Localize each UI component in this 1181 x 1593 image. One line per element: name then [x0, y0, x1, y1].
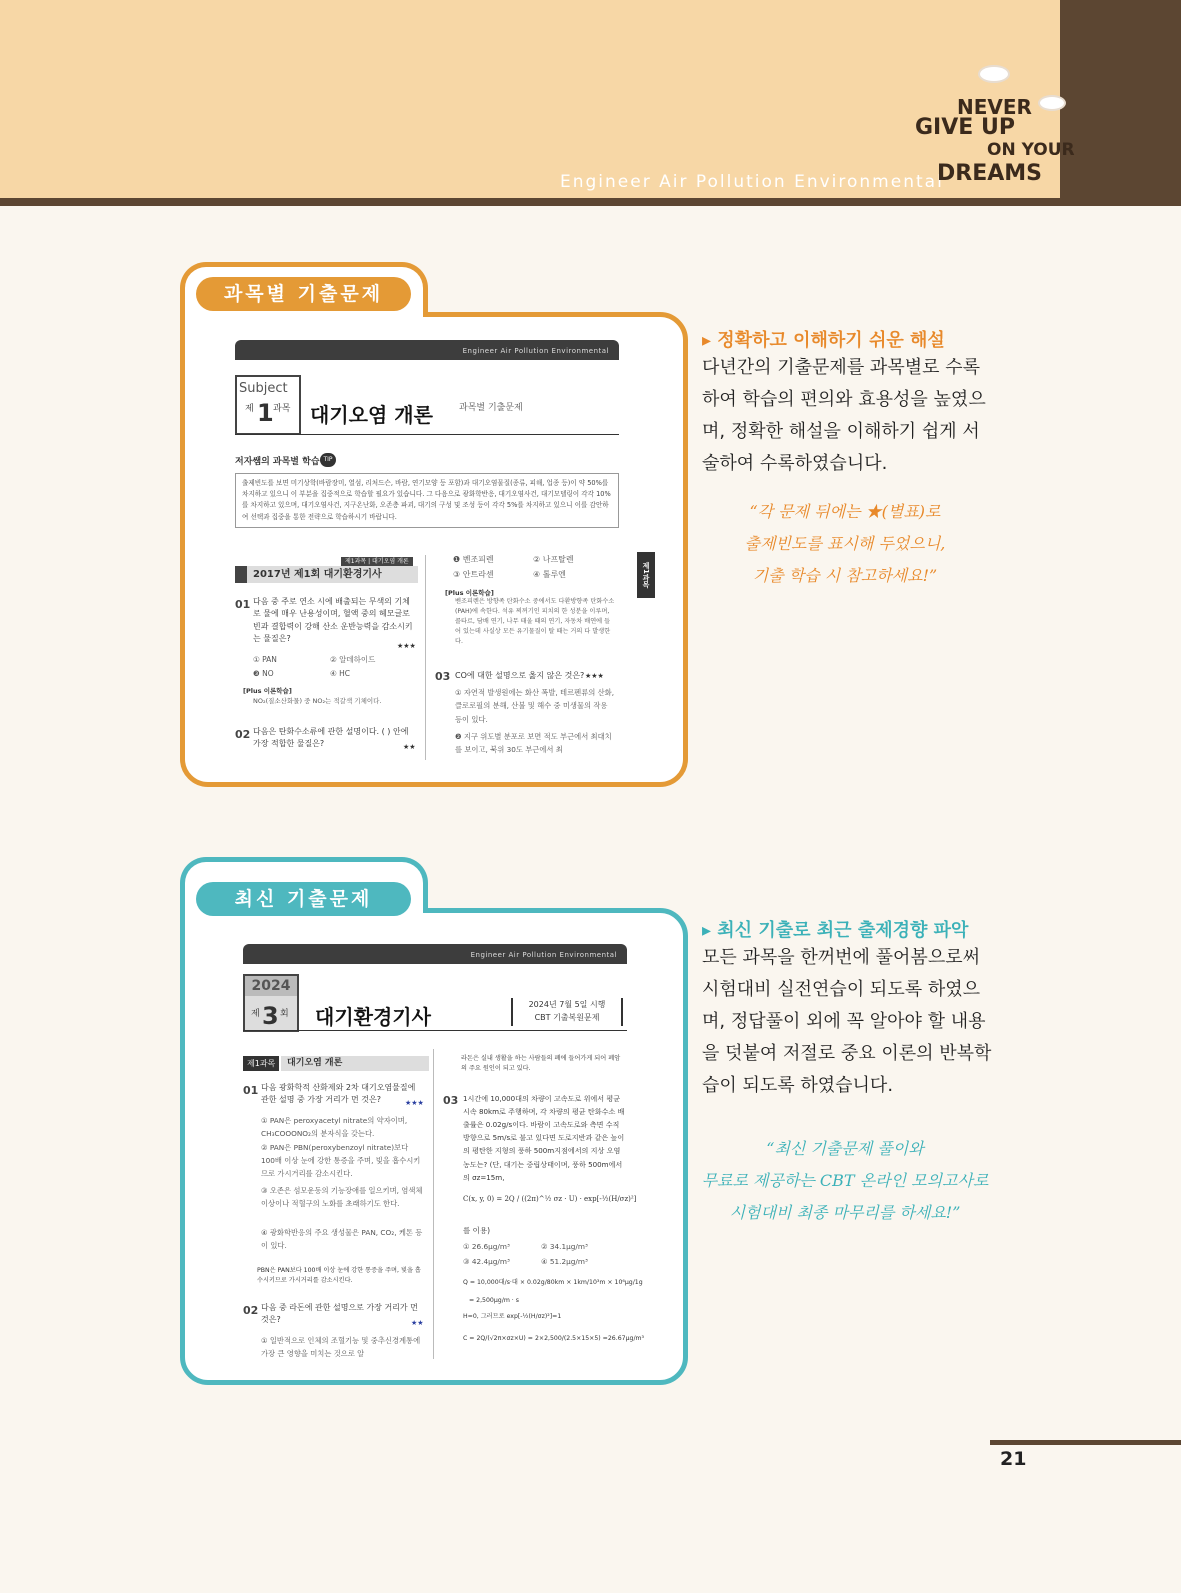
tip-badge: TIP [320, 453, 336, 467]
logo-word-4: DREAMS [937, 161, 1042, 186]
q1-text: 다음 광화학적 산화제와 2차 대기오염물질에 관한 설명 중 가장 거리가 먼 것은? [261, 1083, 416, 1105]
subject-title: 대기오염 개론 [281, 1056, 429, 1071]
exam-date-box: 2024년 7월 5일 시행 CBT 기출복원문제 [511, 998, 623, 1026]
header-subtitle: Engineer Air Pollution Environmental [560, 172, 944, 192]
feature1-body: 다년간의 기출문제를 과목별로 수록하여 학습의 편의와 효용성을 높였으며, 정확한 해설을 이해하기 쉽게 서술하여 수록하였습니다. [702, 357, 986, 474]
mock-header-bar: Engineer Air Pollution Environmental [235, 340, 619, 360]
cloud-icon [1040, 97, 1064, 109]
logo-word-2: GIVE UP [915, 115, 1015, 140]
q3-text: 1시간에 10,000대의 차량이 고속도로 위에서 평균시속 80km로 주행하며, 각 차량의 평균 탄화수소 배출률은 0.02g/s이다. 바람이 고속도로와 측면 수직방향으로 5m/s로 불고 있다면 도로지반과 같은 높이의 평탄한 지형의 풍하 500m지점에서의 지상 오염농도는? (단, 대기는 중립상태이며, 풍하 500m에서의 σz=15m, [463, 1094, 625, 1182]
mock-title: 대기환경기사 [315, 1005, 431, 1029]
never-give-up-logo [915, 85, 1075, 195]
section2-mock-page: Engineer Air Pollution Environmental 2024 제 3 회 대기환경기사 2024년 7월 5일 시행 CBT 기출복원문제 제1과목 대기오염 개론 01 다음 광화학적 산화제와 2차 대기오염물질에 관한 설명 중 가장 거리가 먼 것은? ★★★ ① PAN은 peroxyacetyl nitrate의 약자이며, CH₃COOONO₂의 분자식을 갖는다. ② PAN은 PBN(peroxybenzoyl nitrate)보다 100배 이상 눈에 강한 통증을 주며, 빛을 흡수시키므로 가시거리를 감소시킨다. ③ 오존은 섬모운동의 기능장애를 일으키며, 염색체 이상이나 적혈구의 노화를 초래하기도 한다. ④ 광화학반응의 주요 생성물은 PAN, CO₂, 케톤 등이 있다. PBN은 PAN보다 100배 이상 눈에 강한 통증을 주며, 빛을 흡수시키므로 가시거리를 감소시킨다. 02 다음 중 라돈에 관한 설명으로 가장 거리가 먼 것은? ★★ ① 일반적으로 인체의 조혈기능 및 중추신경계통에 가장 큰 영향을 미치는 것으로 알 라돈은 실내 생활을 하는 사람들의 폐에 들어가게 되어 폐암의 주요 원인이 되고 있다. 03 1시간에 10,000대의 차량이 고속도로 위에서 평균시속 80km로 주행하며, 각 차량의 평균 탄화수소 배출률은 0.02g/s이다. 바람이 고속도로와 측면 수직방향으로 5m/s로 불고 있다면 도로지반과 같은 높이의 평탄한 지형의 풍하 500m지점에서의 지상 오염농도는? (단, 대기는 중립상태이며, 풍하 500m에서의 σz=15m, C(x, y, 0) = 2Q / ((2π)^½ σz · U) · exp[-½(H/σz)²] 를 이용) ① 26.6μg/m³ ② 34.1μg/m³ ③ 42.4μg/m³ ④ 51.2μg/m³ Q = 10,000대/s·대 × 0.02g/80km × 1km/10³m × 10⁶μg/1g = 2,500μg/m · s H=0, 그러므로 exp[-½(H/σz)²]=1 C = 2Q/(√2π×σz×U) = 2×2,500/(2.5×15×5) =26.67μg/m³ [243, 944, 627, 1369]
feature2-heading: ▸ 최신 기출로 최근 출제경향 파악 [702, 920, 969, 941]
year-box: 2024 제 3 회 [243, 974, 299, 1032]
q2-text: 다음 중 라돈에 관한 설명으로 가장 거리가 먼 것은? [261, 1303, 418, 1325]
section1-tab: 과목별 기출문제 [196, 277, 411, 311]
header-corner-block [1060, 0, 1181, 206]
exam-title: 2017년 제1회 대기환경기사 [235, 566, 418, 583]
section2-tab: 최신 기출문제 [196, 882, 411, 916]
feature2-body: 모든 과목을 한꺼번에 풀어봄으로써 시험대비 실전연습이 되도록 하였으며, 정답풀이 외에 꼭 알아야 할 내용을 덧붙여 저절로 중요 이론의 반복학습이 되도록 하였습니다. [702, 947, 992, 1096]
feature2-quote: “최신 기출문제 풀이와 무료로 제공하는 CBT 온라인 모의고사로 시험대비 최종 마무리를 하세요!” [701, 1139, 989, 1222]
tip-box: 출제빈도를 보면 미기상학(바람장미, 열섬, 리처드슨, 바람, 연기모양 등 포함)과 대기오염물질(종류, 피해, 업종 등)이 약 50%를 차지하고 있으니 이 부분을 집중적으로 학습할 필요가 있습니다. 그 다음으로 광화학반응, 대기오염사건, 대기모델링이 각각 10%를 차지하고 있으며, 대기오염사건, 지구온난화, 오존층 파괴, 대기의 구성 및 조성 등이 각각 5%를 차지하고 있으니 이를 감안하여 선택과 집중을 통한 전략으로 학습하시기 바랍니다. [235, 473, 619, 528]
mock-title: 대기오염 개론 [310, 403, 433, 427]
feature1-quote: “각 문제 뒤에는 ★(별표)로 출제빈도를 표시해 두었으니, 기출 학습 시 참고하세요!” [744, 502, 946, 585]
logo-word-1: NEVER [957, 95, 1032, 119]
logo-word-3: ON YOUR [987, 140, 1075, 160]
cloud-icon [980, 67, 1008, 81]
subject-tag: 제1과목 [243, 1056, 279, 1071]
q3-text: CO에 대한 설명으로 옳지 않은 것은? [455, 671, 585, 680]
subject-box: Subject 제 1 과목 [235, 375, 301, 435]
mock-header-bar: Engineer Air Pollution Environmental [243, 944, 627, 964]
section1-mock-page: Engineer Air Pollution Environmental Subject 제 1 과목 대기오염 개론 과목별 기출문제 저자쌤의 과목별 학습 TIP 출제빈도를 보면 미기상학(바람장미, 열섬, 리처드슨, 바람, 연기모양 등 포함)과 대기오염물질(종류, 피해, 업종 등)이 약 50%를 차지하고 있으니 이 부분을 집중적으로 학습할 필요가 있습니다. 그 다음으로 광화학반응, 대기오염사건, 대기모델링이 각각 10%를 차지하고 있으며, 대기오염사건, 지구온난화, 오존층 파괴, 대기의 구성 및 조성 등이 각각 5%를 차지하고 있으니 이를 감안하여 선택과 집중을 통한 전략으로 학습하시기 바랍니다. 제1과목 | 대기오염 개론 2017년 제1회 대기환경기사 01 다음 중 주로 연소 시에 배출되는 무색의 기체로 물에 매우 난용성이며, 혈액 중의 헤모글로빈과 결합력이 강해 산소 운반능력을 감소시키는 물질은? ★★★ ① PAN ② 알데하이드 ❸ NO ④ HC [Plus 이론학습] NO₂(질소산화물) 중 NO₂는 적갈색 기체이다. 02 다음은 탄화수소류에 관한 설명이다. ( ) 안에 가장 적합한 물질은? ★★ ❶ 벤조피렌 ② 나프탈렌 ③ 안트라센 ④ 톨루엔 [Plus 이론학습] 벤조피렌은 방향족 탄화수소 중에서도 다환방향족 탄화수소(PAH)에 속한다. 석유 찌꺼기인 피치의 한 성분을 이루며, 콜타르, 담배 연기, 나무 태울 때의 연기, 자동차 배연에 들어 있는데 사실상 모든 유기물질이 탈 때는 거의 다 발생한다. 03 CO에 대한 설명으로 옳지 않은 것은? ★★★ ① 자연적 발생원에는 화산 폭발, 테르펜류의 산화, 클로로필의 분해, 산불 및 해수 중 미생물의 작용 등이 있다. ❷ 지구 위도별 분포로 보면 적도 부근에서 최대치를 보이고, 북위 30도 부근에서 최 제1과목 [235, 340, 619, 760]
q2-text: 다음은 탄화수소류에 관한 설명이다. ( ) 안에 가장 적합한 물질은? [253, 727, 409, 749]
feature1-heading: ▸ 정확하고 이해하기 쉬운 해설 [702, 330, 945, 351]
side-tab: 제1과목 [637, 552, 655, 598]
mock-title-sub: 과목별 기출문제 [459, 403, 523, 413]
header-divider [0, 198, 1181, 206]
exam-tag: 제1과목 | 대기오염 개론 [341, 557, 413, 567]
page-number: 21 [1000, 1448, 1027, 1470]
page-number-rule [990, 1440, 1181, 1445]
q3-formula: C(x, y, 0) = 2Q / ((2π)^½ σz · U) · exp[-½(H/σz)²] [463, 1195, 637, 1203]
tip-heading: 저자쌤의 과목별 학습 [235, 457, 320, 467]
q1-text: 다음 중 주로 연소 시에 배출되는 무색의 기체로 물에 매우 난용성이며, 혈액 중의 헤모글로빈과 결합력이 강해 산소 운반능력을 감소시키는 물질은? [253, 597, 413, 644]
